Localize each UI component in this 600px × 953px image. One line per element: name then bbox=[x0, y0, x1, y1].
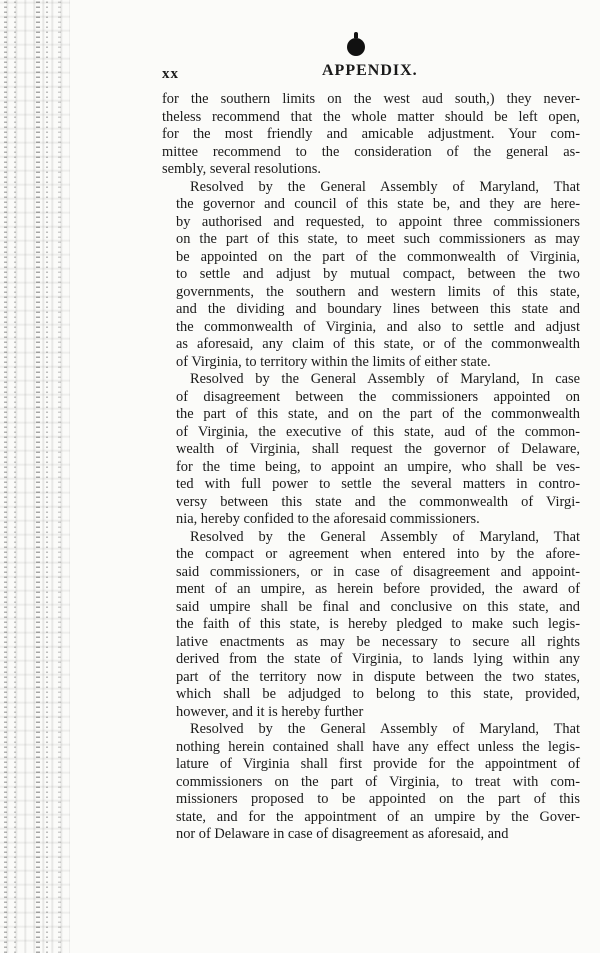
text-line: wealth of Virginia, shall request the governor of Delaware, bbox=[176, 441, 580, 457]
paragraph-p0 bbox=[162, 91, 580, 179]
running-head: APPENDIX. bbox=[322, 62, 418, 79]
text-line: missioners proposed to be appointed on the part of this bbox=[176, 791, 580, 807]
text-line: derived from the state of Virginia, to lands lying within any bbox=[176, 651, 580, 667]
text-line: the part of this state, and on the part of the commonwealth bbox=[176, 406, 580, 422]
text-line: the commonwealth of Virginia, and also to settle and adjust bbox=[176, 318, 580, 335]
text-line: for the most friendly and amicable adjustment. Your com- bbox=[162, 126, 580, 142]
text-line: mittee recommend to the consideration of the general as- bbox=[162, 143, 580, 160]
text-line: however, and it is hereby further bbox=[176, 703, 364, 720]
text-line: the compact or agreement when entered into by the afore- bbox=[176, 546, 580, 562]
text-line: lature of Virginia shall first provide for the appointment of bbox=[176, 756, 580, 772]
text-line: governments, the southern and western limits of this state, bbox=[176, 283, 580, 300]
text-line: for the time being, to appoint an umpire, who shall be ves- bbox=[176, 458, 580, 475]
gutter-shadow bbox=[36, 0, 40, 953]
paragraph-p3 bbox=[162, 529, 580, 722]
text-line: lative enactments as may be necessary to secure all rights bbox=[176, 633, 580, 650]
text-line: Resolved by the General Assembly of Maryland, That bbox=[190, 178, 580, 195]
paragraph-p4 bbox=[162, 721, 580, 844]
text-line: versy between this state and the commonwealth of Virgi- bbox=[176, 493, 580, 510]
gutter-shadow bbox=[58, 0, 61, 953]
text-line: the governor and council of this state be, and they are here- bbox=[176, 196, 580, 212]
text-line: of disagreement between the commissioners appointed on bbox=[176, 388, 580, 405]
text-line: part of the territory now in dispute between the two states, bbox=[176, 668, 580, 685]
text-line: nor of Delaware in case of disagreement as aforesaid, and bbox=[176, 826, 509, 842]
text-line: said commissioners, or in case of disagreement and appoint- bbox=[176, 563, 580, 580]
text-line: ted with full power to settle the several matters in contro- bbox=[176, 476, 580, 492]
text-line: Resolved by the General Assembly of Maryland, In case bbox=[190, 371, 580, 387]
text-line: by authorised and requested, to appoint three commissioners bbox=[176, 213, 580, 230]
text-line: commissioners on the part of Virginia, to treat with com- bbox=[176, 773, 580, 790]
gutter-shadow bbox=[14, 0, 16, 953]
text-line: of Virginia, the executive of this state, aud of the common- bbox=[176, 423, 580, 440]
body-text bbox=[162, 91, 580, 844]
text-line: the faith of this state, is hereby pledged to make such legis- bbox=[176, 616, 580, 632]
text-line: as aforesaid, any claim of this state, or of the commonwealth bbox=[176, 336, 580, 352]
text-line: of Virginia, to territory within the limits of either state. bbox=[176, 353, 491, 370]
text-line: ment of an umpire, as herein before provided, the award of bbox=[176, 581, 580, 597]
ink-blot-ornament bbox=[347, 38, 365, 56]
text-line: sembly, several resolutions. bbox=[162, 161, 321, 177]
text-line: state, and for the appointment of an umpire by the Gover- bbox=[176, 808, 580, 825]
text-line: to settle and adjust by mutual compact, between the two bbox=[176, 266, 580, 282]
text-line: be appointed on the part of the commonwealth of Virginia, bbox=[176, 248, 580, 265]
binding-gutter bbox=[0, 0, 70, 953]
text-line: nothing herein contained shall have any effect unless the legis- bbox=[176, 738, 580, 755]
text-line: theless recommend that the whole matter should be left open, bbox=[162, 108, 580, 125]
gutter-shadow bbox=[4, 0, 7, 953]
paragraph-p1 bbox=[162, 179, 580, 372]
text-line: on the part of this state, to meet such commissioners as may bbox=[176, 231, 580, 247]
text-line: and the dividing and boundary lines between this state and bbox=[176, 301, 580, 317]
text-line: Resolved by the General Assembly of Maryland, That bbox=[190, 528, 580, 545]
text-line: Resolved by the General Assembly of Maryland, That bbox=[190, 721, 580, 737]
text-line: nia, hereby confided to the aforesaid commissioners. bbox=[176, 511, 480, 527]
page-number: xx bbox=[162, 66, 179, 82]
text-line: for the southern limits on the west aud south,) they never- bbox=[162, 91, 580, 107]
paragraph-p2 bbox=[162, 371, 580, 529]
text-line: which shall be adjudged to belong to this state, provided, bbox=[176, 686, 580, 702]
text-line: said umpire shall be final and conclusive on this state, and bbox=[176, 598, 580, 615]
gutter-shadow bbox=[46, 0, 48, 953]
